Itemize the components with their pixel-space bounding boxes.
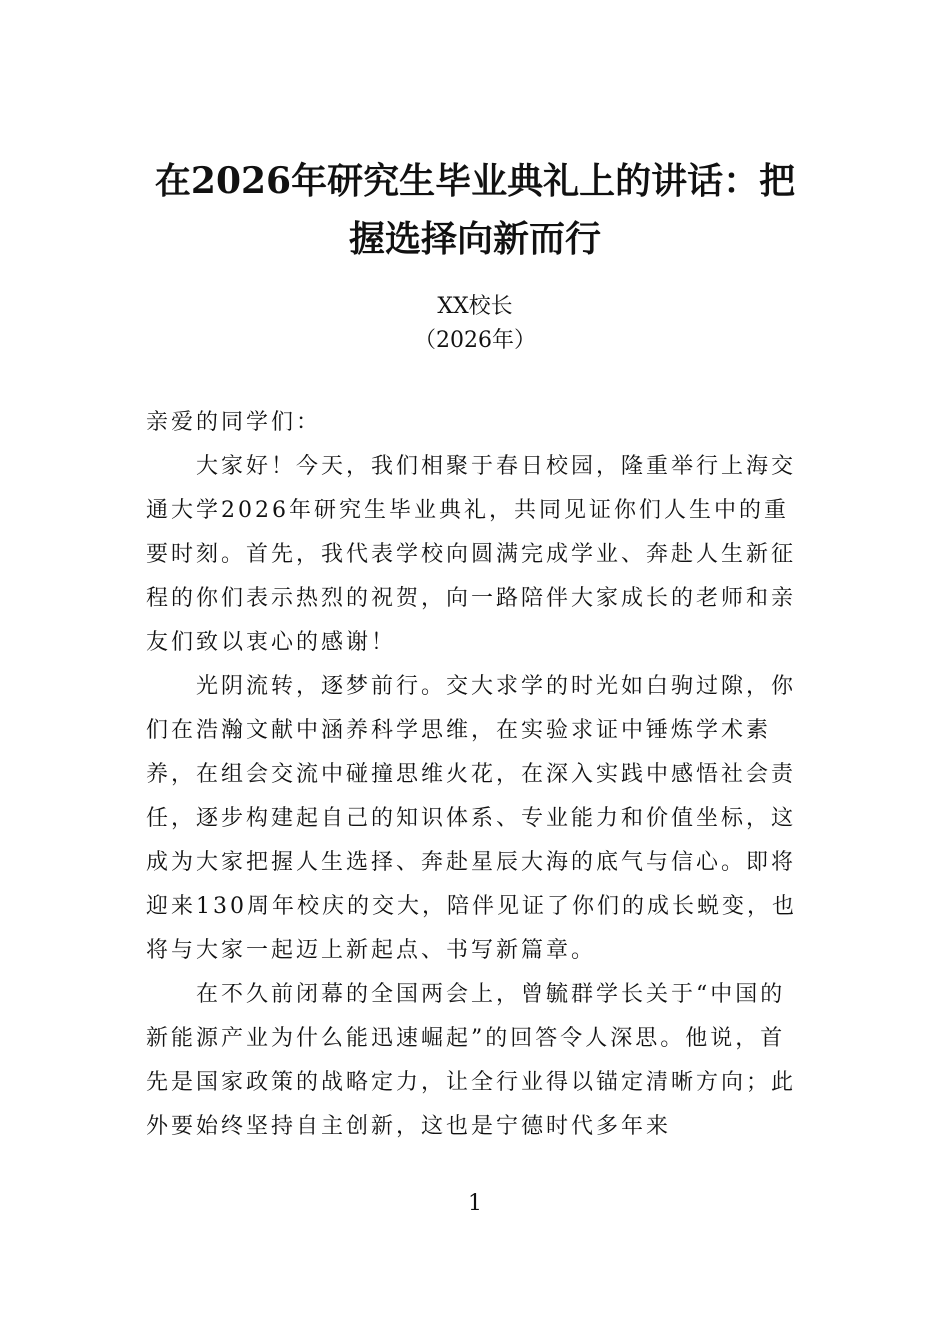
paragraph-3: 在不久前闭幕的全国两会上，曾毓群学长关于“中国的新能源产业为什么能迅速崛起”的回答令人深思。他说，首先是国家政策的战略定力，让全行业得以锚定清晰方向；此外要始终坚持自主创新，这也是宁德时代多年来 <box>146 982 797 1139</box>
salutation: 亲爱的同学们： <box>146 410 322 435</box>
author-line: XX校长 <box>437 294 513 319</box>
year-line: （2026年） <box>414 328 536 353</box>
paragraph-1: 大家好！今天，我们相聚于春日校园，隆重举行上海交通大学2026年研究生毕业典礼，共同见证你们人生中的重要时刻。首先，我代表学校向圆满完成学业、奔赴人生新征程的你们表示热烈的祝贺，向一路陪伴大家成长的老师和亲友们致以衷心的感谢！ <box>146 454 797 655</box>
paragraph-2: 光阴流转，逐梦前行。交大求学的时光如白驹过隙，你们在浩瀚文献中涵养科学思维，在实验求证中锤炼学术素养，在组会交流中碰撞思维火花，在深入实践中感悟社会责任，逐步构建起自己的知识体系、专业能力和价值坐标，这成为大家把握人生选择、奔赴星辰大海的底气与信心。即将迎来130周年校庆的交大，陪伴见证了你们的成长蜕变，也将与大家一起迈上新起点、书写新篇章。 <box>146 674 797 963</box>
speech-body <box>146 401 806 1149</box>
page-number: 1 <box>468 1191 482 1216</box>
document-title: 在2026年研究生毕业典礼上的讲话：把握选择向新而行 <box>154 160 796 260</box>
